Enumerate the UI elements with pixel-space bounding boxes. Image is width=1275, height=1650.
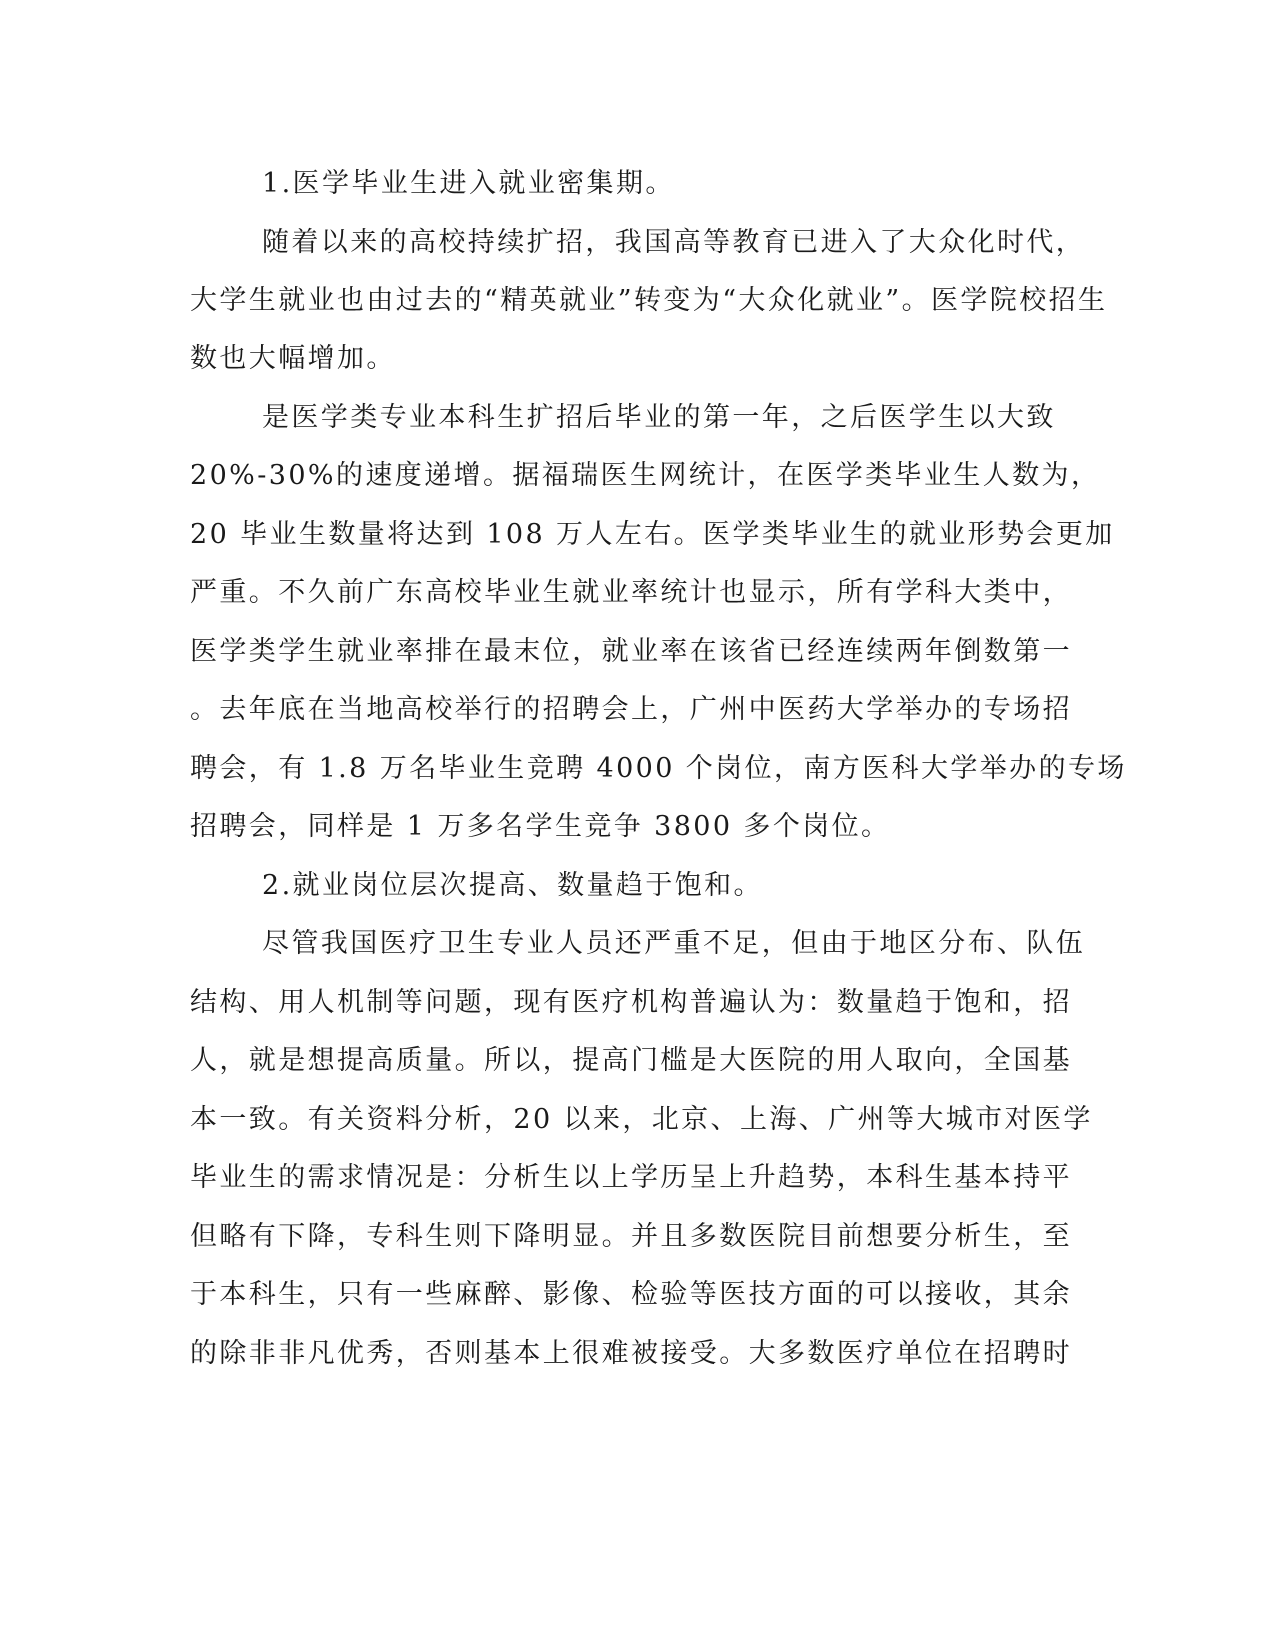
heading-1: 1.医学毕业生进入就业密集期。 <box>262 168 675 199</box>
paragraph-line: 聘会，有 1.8 万名毕业生竞聘 4000 个岗位，南方医科大学举办的专场 <box>190 753 1127 784</box>
paragraph-line: 毕业生的需求情况是：分析生以上学历呈上升趋势，本科生基本持平 <box>190 1162 1072 1193</box>
paragraph-line: 人，就是想提高质量。所以，提高门槛是大医院的用人取向，全国基 <box>190 1045 1072 1076</box>
paragraph-line: 于本科生，只有一些麻醉、影像、检验等医技方面的可以接收，其余 <box>190 1279 1072 1310</box>
paragraph-line: 结构、用人机制等问题，现有医疗机构普遍认为：数量趋于饱和，招 <box>190 987 1072 1018</box>
paragraph-line: 但略有下降，专科生则下降明显。并且多数医院目前想要分析生，至 <box>190 1221 1072 1252</box>
paragraph-line: 随着以来的高校持续扩招，我国高等教育已进入了大众化时代， <box>262 227 1086 258</box>
paragraph-line: 20%-30%的速度递增。据福瑞医生网统计，在医学类毕业生人数为， <box>190 460 1101 491</box>
paragraph-line: 20 毕业生数量将达到 108 万人左右。医学类毕业生的就业形势会更加 <box>190 519 1115 550</box>
paragraph-line: 尽管我国医疗卫生专业人员还严重不足，但由于地区分布、队伍 <box>262 928 1086 959</box>
paragraph-line: 本一致。有关资料分析，20 以来，北京、上海、广州等大城市对医学 <box>190 1104 1093 1135</box>
paragraph-line: 的除非非凡优秀，否则基本上很难被接受。大多数医疗单位在招聘时 <box>190 1338 1072 1369</box>
paragraph-line: 医学类学生就业率排在最末位，就业率在该省已经连续两年倒数第一 <box>190 636 1072 667</box>
paragraph-line: 大学生就业也由过去的“精英就业”转变为“大众化就业”。医学院校招生 <box>190 285 1108 316</box>
paragraph-line: 严重。不久前广东高校毕业生就业率统计也显示，所有学科大类中， <box>190 577 1072 608</box>
paragraph-line: 是医学类专业本科生扩招后毕业的第一年，之后医学生以大致 <box>262 402 1056 433</box>
heading-2: 2.就业岗位层次提高、数量趋于饱和。 <box>262 870 763 901</box>
paragraph-line: 招聘会，同样是 1 万多名学生竞争 3800 多个岗位。 <box>190 811 891 842</box>
paragraph-line: 。去年底在当地高校举行的招聘会上，广州中医药大学举办的专场招 <box>190 694 1072 725</box>
paragraph-line: 数也大幅增加。 <box>190 343 396 374</box>
